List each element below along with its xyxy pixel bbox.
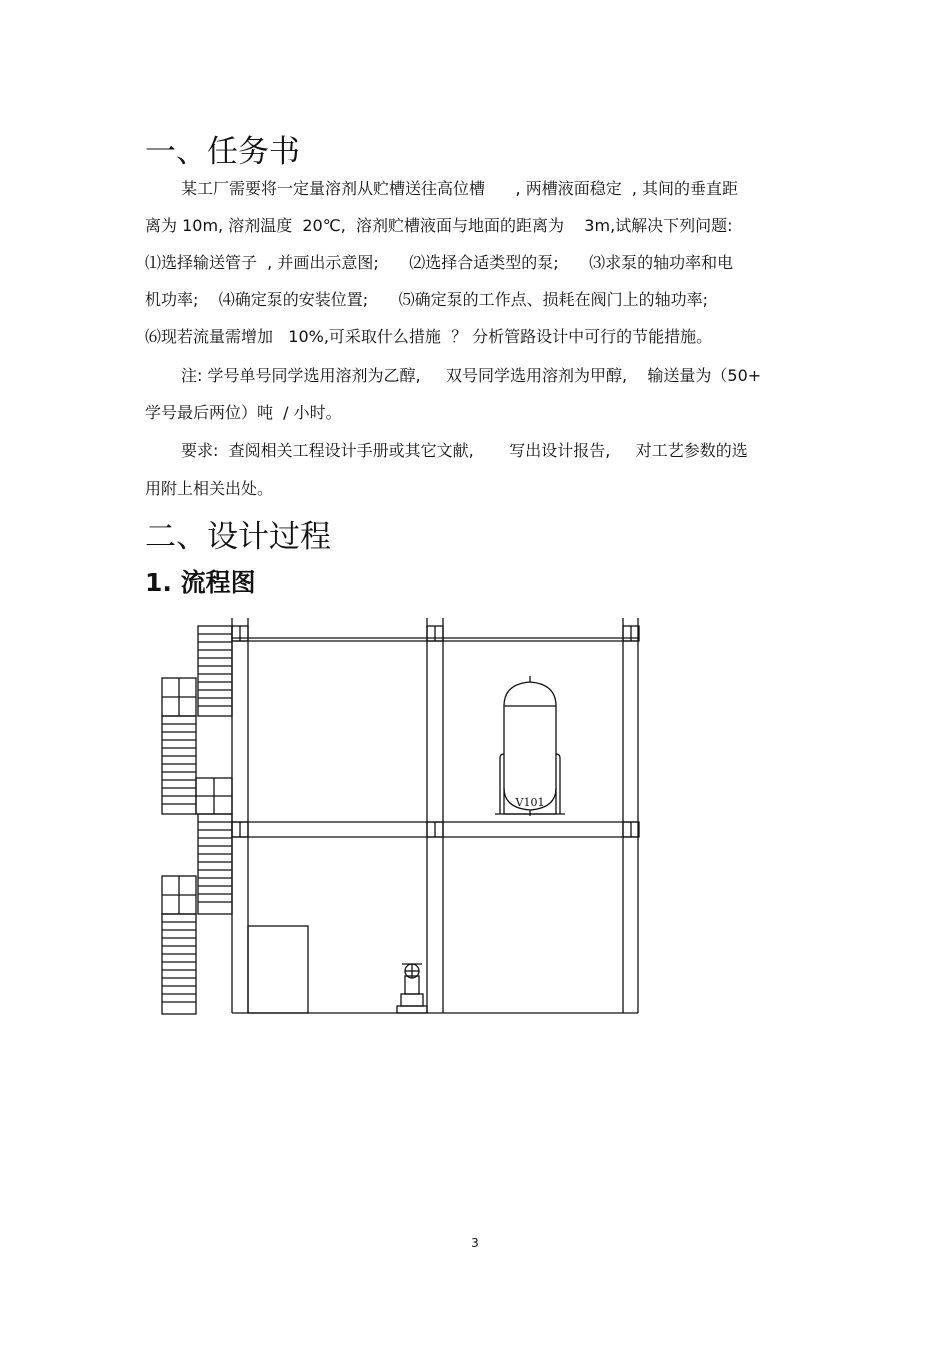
- page-number: 3: [471, 1236, 479, 1250]
- beam-caps: [232, 626, 639, 837]
- storage-tank: [248, 926, 308, 1013]
- note-line: 注: 学号单号同学选用溶剂为乙醇, 双号同学选用溶剂为甲醇, 输送量为（50+: [181, 366, 762, 385]
- section-heading-task: 一、任务书: [145, 134, 300, 170]
- subsection-heading-flowchart: 1. 流程图: [145, 568, 256, 597]
- pump-icon: [397, 964, 427, 1013]
- paragraph-line: ⑹现若流量需增加 10%,可采取什么措施 ？ 分析管路设计中可行的节能措施。: [145, 327, 713, 346]
- process-flow-diagram: [150, 608, 650, 1020]
- section-heading-design: 二、设计过程: [145, 519, 331, 555]
- paragraph-line: 离为 10m, 溶剂温度 20℃, 溶剂贮槽液面与地面的距离为 3m,试解决下列问题:: [145, 216, 733, 235]
- note-line: 学号最后两位）吨 / 小时。: [145, 403, 342, 422]
- requirement-line: 要求: 查阅相关工程设计手册或其它文献, 写出设计报告, 对工艺参数的选: [181, 441, 748, 460]
- paragraph-line: ⑴选择输送管子 , 并画出示意图; ⑵选择合适类型的泵; ⑶求泵的轴功率和电: [145, 253, 734, 272]
- building-columns: [232, 618, 638, 1013]
- staircase-lower: [162, 814, 232, 1014]
- requirement-line: 用附上相关出处。: [145, 479, 274, 498]
- vessel-v101: [495, 676, 565, 816]
- vessel-label: V101: [515, 796, 545, 809]
- paragraph-line: 某工厂需要将一定量溶剂从贮槽送往高位槽 , 两槽液面稳定 , 其间的垂直距: [181, 179, 739, 198]
- paragraph-line: 机功率; ⑷确定泵的安装位置; ⑸确定泵的工作点、损耗在阀门上的轴功率;: [145, 290, 709, 309]
- staircase-upper: [162, 626, 232, 814]
